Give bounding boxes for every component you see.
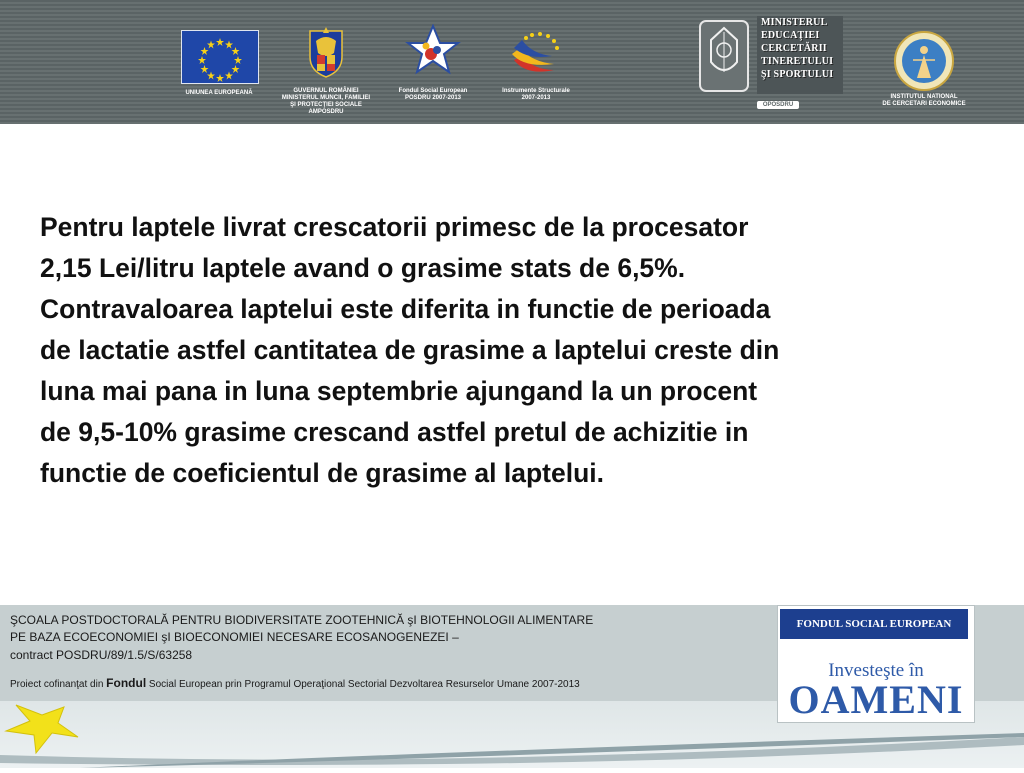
fse-box-invest: Investeşte în: [828, 660, 924, 681]
eu-flag-icon: [181, 30, 259, 84]
romanian-coat-of-arms-icon: [306, 25, 346, 79]
fse-star-icon: [404, 24, 462, 76]
main-paragraph: Pentru laptele livrat crescatorii primesc de la procesator 2,15 Lei/litru laptele avand o grasime stats de 6,5%. Contravaloarea laptelui este diferita in functie de perioada de lactatie astfel cantitatea de grasime a laptelui creste din luna mai pana in luna septembrie ajungand la un procent de 9,5-10% grasime crescand astfel pretul de achizitie in functie de coeficientul de grasime al laptelui.: [40, 212, 780, 488]
footer-line-contract: contract POSDRU/89/1.5/S/63258: [10, 648, 193, 662]
ro-gov-caption-line: GUVERNUL ROMÂNIEI: [293, 88, 359, 94]
fse-box-oameni: OAMENI: [788, 677, 964, 722]
project-prefix: Proiect cofinanţat din: [10, 679, 107, 690]
footer-line-basis: PE BAZA ECOECONOMIEI şI BIOECONOMIEI NECESARE ECOSANOGENEZEI –: [10, 630, 459, 644]
ince-caption-line: DE CERCETARI ECONOMICE: [882, 101, 966, 107]
is-caption-line: Instrumente Structurale: [502, 88, 570, 94]
ince-caption-line: INSTITUTUL NATIONAL: [890, 94, 958, 100]
ministry-title-line: MINISTERUL: [761, 17, 828, 28]
oposdru-badge: OPOSDRU: [757, 101, 799, 109]
header-logo-band: [0, 0, 1024, 124]
ministry-title: [757, 16, 843, 94]
ministry-title-line: CERCETĂRII: [761, 43, 827, 54]
ro-gov-caption: [275, 88, 377, 116]
fse-box-title: FONDUL SOCIAL EUROPEAN: [780, 609, 968, 639]
is-caption: [494, 88, 578, 102]
ministry-title-line: ŞI SPORTULUI: [761, 69, 834, 80]
project-bold: Fondul: [106, 676, 147, 690]
project-suffix: Social European prin Programul Operaţional Sectorial Dezvoltarea Resurselor Umane 2007-2013: [146, 679, 580, 690]
fse-caption-line: Fondul Social European: [398, 88, 468, 94]
footer-line-school: ŞCOALA POSTDOCTORALĂ PENTRU BIODIVERSITATE ZOOTEHNICĂ şI BIOTEHNOLOGII ALIMENTARE: [10, 613, 594, 627]
fse-invests-box: [777, 605, 975, 723]
ince-caption: [866, 94, 982, 108]
eu-caption: UNIUNEA EUROPEANĂ: [185, 90, 253, 96]
fse-caption: [390, 88, 476, 102]
ministry-title-line: EDUCAŢIEI: [761, 30, 820, 41]
ro-gov-caption-line: MINISTERUL MUNCII, FAMILIEI: [281, 95, 371, 101]
footer-star-icon: [6, 705, 78, 753]
ministry-title-line: TINERETULUI: [761, 56, 834, 67]
ro-gov-caption-line: AMPOSDRU: [308, 109, 344, 115]
instrumente-structurale-icon: [506, 26, 566, 82]
is-caption-line: 2007-2013: [521, 95, 551, 101]
fse-caption-line: POSDRU 2007-2013: [404, 95, 462, 101]
ministry-seal-icon: [697, 18, 751, 94]
footer-line-project: [10, 676, 580, 690]
ince-logo-icon: [893, 30, 955, 92]
ro-gov-caption-line: ŞI PROTECŢIEI SOCIALE: [290, 102, 362, 108]
